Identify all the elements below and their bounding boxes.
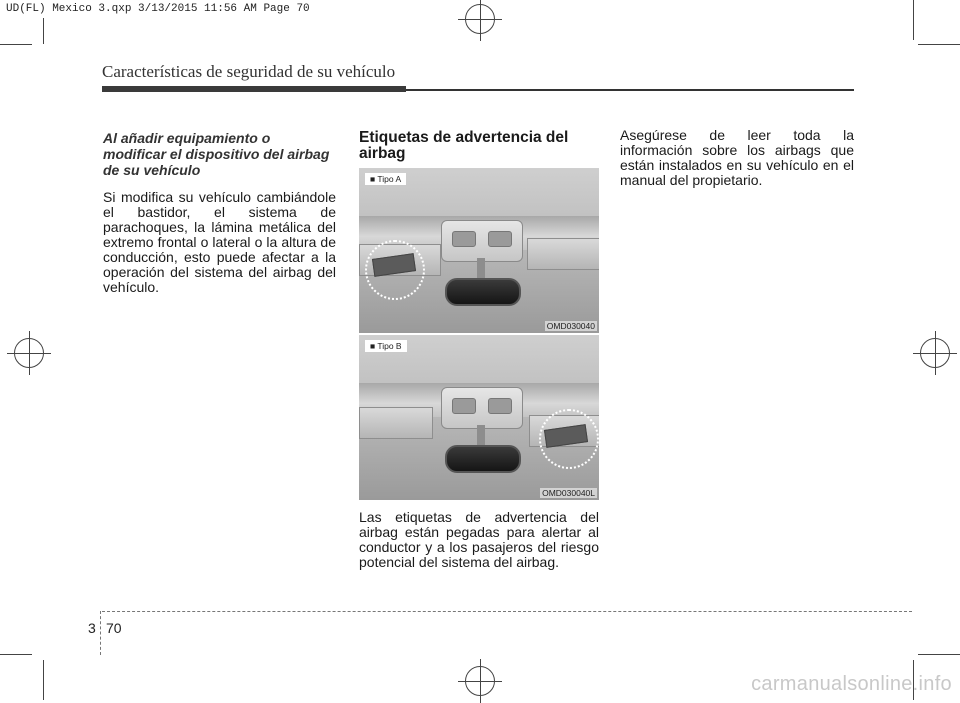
crop-mark bbox=[0, 654, 32, 655]
crop-mark bbox=[43, 660, 44, 700]
crop-mark bbox=[43, 18, 44, 44]
column-right bbox=[620, 128, 854, 188]
header-rule-accent bbox=[102, 86, 406, 92]
crop-mark bbox=[0, 44, 32, 45]
mirror-stem bbox=[477, 425, 485, 445]
body-paragraph: Si modifica su vehículo cambiándole el bastidor, el sistema de parachoques, la lámina metálica del extremo frontal o lateral o la altura de conducción, esto puede afectar a la operación del sistema del airbag del vehículo. bbox=[103, 189, 336, 295]
figure-code: OMD030040 bbox=[546, 321, 595, 331]
running-header: Características de seguridad de su vehículo bbox=[102, 62, 396, 81]
sun-visor-right bbox=[527, 238, 599, 270]
registration-mark-icon bbox=[465, 666, 495, 696]
figure-tag: ■ Tipo A bbox=[365, 173, 406, 185]
map-lamp-icon bbox=[488, 231, 512, 247]
map-lamp-icon bbox=[452, 398, 476, 414]
map-lamp-icon bbox=[452, 231, 476, 247]
highlight-circle bbox=[539, 409, 599, 469]
print-slug: UD(FL) Mexico 3.qxp 3/13/2015 11:56 AM Page 70 bbox=[6, 3, 310, 15]
body-paragraph: Las etiquetas de advertencia del airbag están pegadas para alertar al conductor y a los pasajeros del riesgo potencial del sistema del airbag. bbox=[359, 509, 599, 570]
footer-rule bbox=[102, 611, 912, 612]
section-number: 3 bbox=[88, 620, 96, 636]
overhead-console bbox=[441, 387, 523, 429]
column-left bbox=[103, 128, 336, 295]
rearview-mirror bbox=[445, 278, 521, 306]
figure-type-a bbox=[359, 168, 599, 333]
figure-type-b bbox=[359, 335, 599, 500]
footer-separator bbox=[100, 611, 101, 655]
registration-mark-icon bbox=[465, 4, 495, 34]
highlight-circle bbox=[365, 240, 425, 300]
section-heading: Etiquetas de advertencia del airbag bbox=[359, 129, 569, 162]
column-middle bbox=[359, 128, 599, 570]
overhead-console bbox=[441, 220, 523, 262]
crop-mark bbox=[918, 44, 960, 45]
subsection-heading: Al añadir equipamiento o modificar el dispositivo del airbag de su vehículo bbox=[103, 130, 330, 178]
registration-mark-icon bbox=[920, 338, 950, 368]
map-lamp-icon bbox=[488, 398, 512, 414]
crop-mark bbox=[913, 0, 914, 40]
sun-visor-left bbox=[359, 407, 433, 439]
page-number: 70 bbox=[106, 620, 122, 636]
watermark: carmanualsonline.info bbox=[751, 673, 952, 695]
figure-tag: ■ Tipo B bbox=[365, 340, 407, 352]
rearview-mirror bbox=[445, 445, 521, 473]
mirror-stem bbox=[477, 258, 485, 278]
crop-mark bbox=[918, 654, 960, 655]
registration-mark-icon bbox=[14, 338, 44, 368]
body-paragraph: Asegúrese de leer toda la información sobre los airbags que están instalados en su vehículo en el manual del propietario. bbox=[620, 127, 854, 188]
figure-code: OMD030040L bbox=[542, 488, 595, 498]
